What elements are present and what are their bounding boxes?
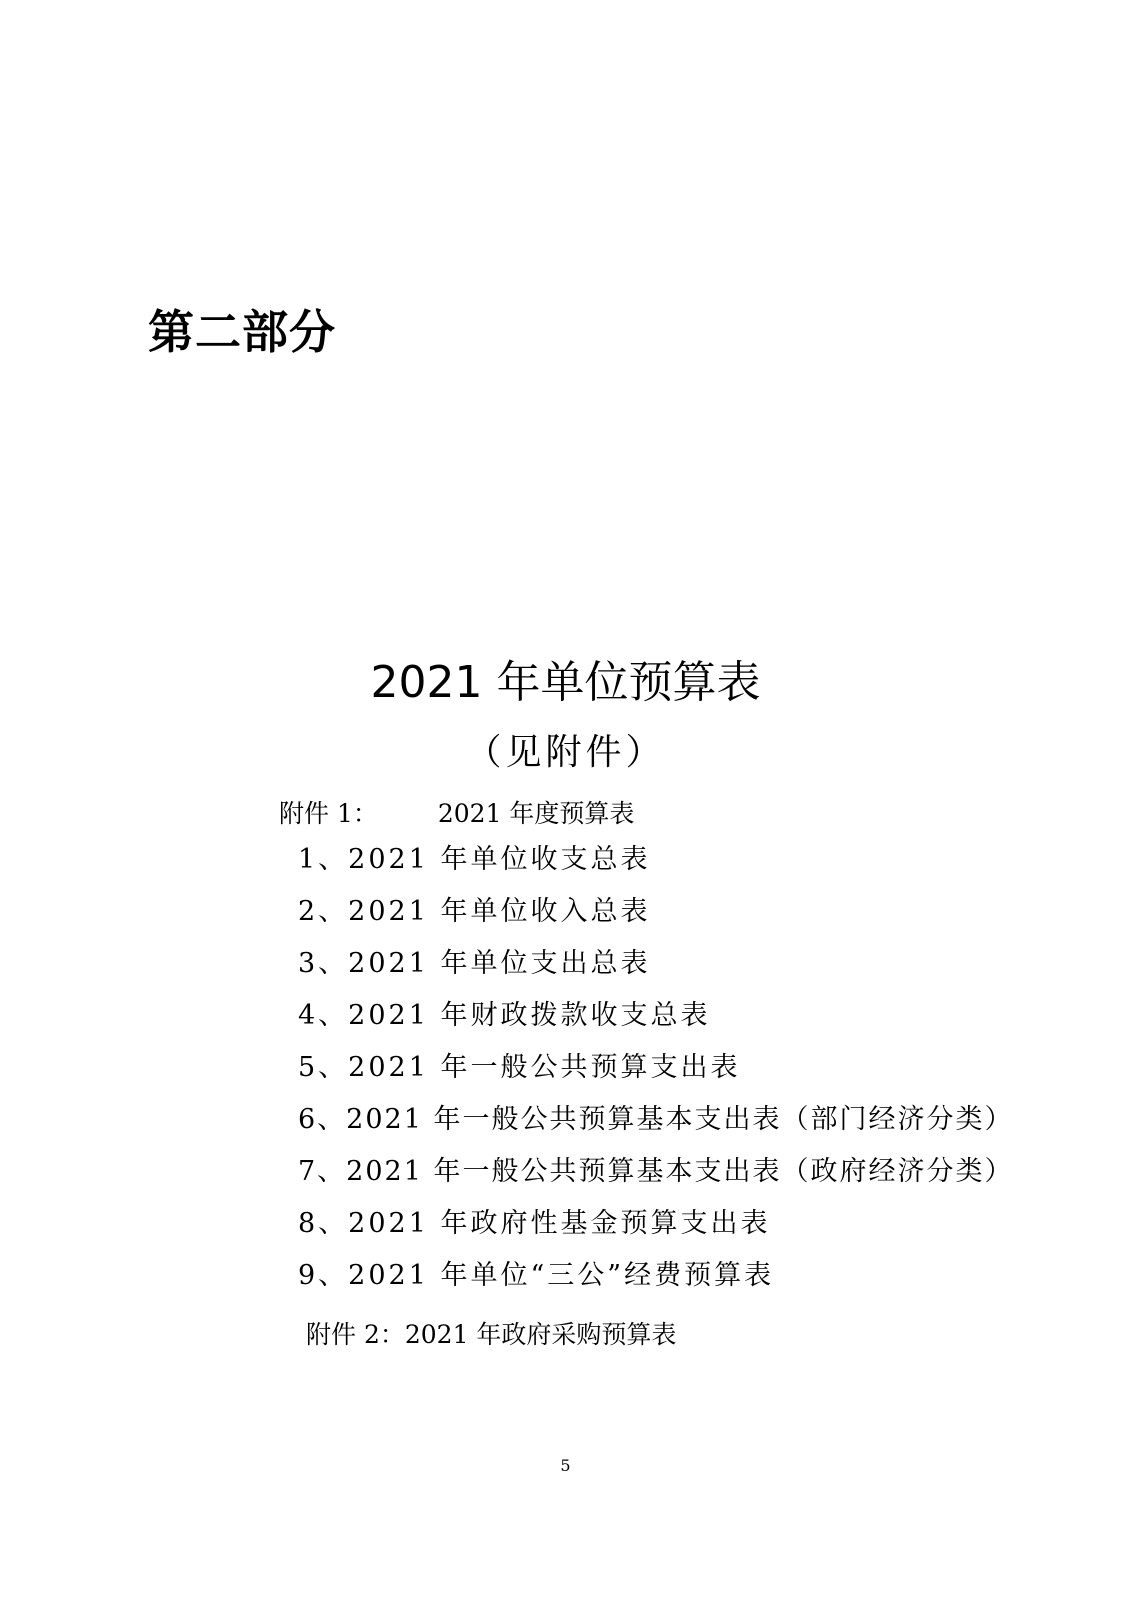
document-subtitle: （见附件） [465, 732, 666, 773]
toc-item-9: 9、2021 年单位“三公”经费预算表 [298, 1260, 775, 1291]
toc-item-6: 6、2021 年一般公共预算基本支出表（部门经济分类） [298, 1104, 1014, 1135]
toc-item-3: 3、2021 年单位支出总表 [298, 948, 651, 979]
document-title: 2021 年单位预算表 [370, 657, 761, 708]
toc-item-4: 4、2021 年财政拨款收支总表 [298, 1000, 711, 1031]
toc-item-8: 8、2021 年政府性基金预算支出表 [298, 1208, 771, 1239]
toc-item-7: 7、2021 年一般公共预算基本支出表（政府经济分类） [298, 1156, 1014, 1187]
toc-item-5: 5、2021 年一般公共预算支出表 [298, 1052, 741, 1083]
toc-item-2: 2、2021 年单位收入总表 [298, 896, 651, 927]
toc-item-1: 1、2021 年单位收支总表 [298, 844, 651, 875]
attachment-1-label: 附件 1： [279, 799, 378, 828]
attachment-1-name: 2021 年度预算表 [437, 799, 635, 828]
page-number: 5 [560, 1456, 571, 1475]
attachment-1-line [279, 794, 634, 830]
attachment-1-table-list [298, 842, 1013, 1310]
part-heading: 第二部分 [148, 305, 336, 359]
attachment-2-line: 附件 2：2021 年政府采购预算表 [306, 1320, 677, 1349]
